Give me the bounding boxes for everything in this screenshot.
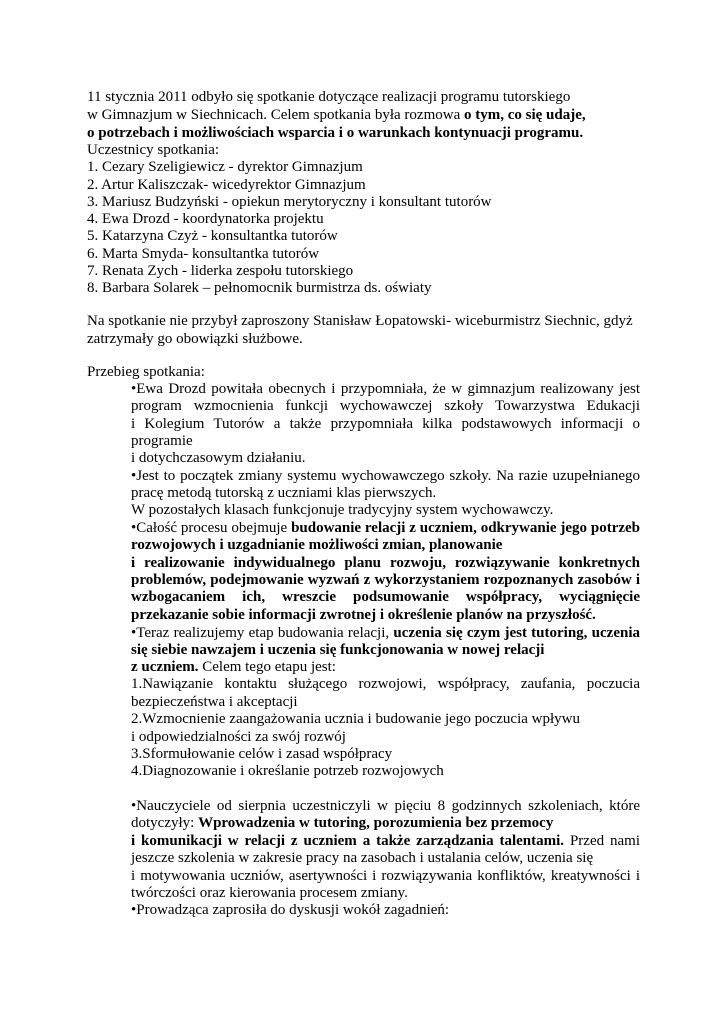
bullet-3-line: przekazanie sobie informacji zwrotnej i określenie planów na przyszłość. — [131, 607, 596, 623]
bullet-2-line: •Jest to początek zmiany systemu wychowawczego szkoły. Na razie uzupełnianego — [131, 468, 640, 484]
bullet-4-line: z uczniem. Celem tego etapu jest: — [131, 659, 336, 675]
participant-item: 6. Marta Smyda- konsultantka tutorów — [87, 246, 320, 262]
bullet-3-line: i realizowanie indywidualnego planu rozwoju, rozwiązywanie konkretnych — [131, 555, 640, 571]
bullet-1-line: program wzmocnienia funkcji wychowawczej szkoły Towarzystwa Edukacji — [131, 398, 640, 414]
bullet-5-line: twórczości oraz kierowania procesem zmiany. — [131, 885, 408, 901]
goal-item: 4.Diagnozowanie i określanie potrzeb rozwojowych — [131, 763, 444, 779]
bullet-2-line: pracę metodą tutorską z uczniami klas pierwszych. — [131, 485, 437, 501]
bullet-1-line: i Kolegium Tutorów a także przypomniała kilka podstawowych informacji o — [131, 416, 640, 432]
goal-item: 1.Nawiązanie kontaktu służącego rozwojowi, współpracy, zaufania, poczucia — [131, 676, 640, 692]
participant-item: 5. Katarzyna Czyż - konsultantka tutorów — [87, 228, 338, 244]
bullet-2-line: W pozostałych klasach funkcjonuje tradycyjny system wychowawczy. — [131, 502, 554, 518]
participant-item: 4. Ewa Drozd - koordynatorka projektu — [87, 211, 324, 227]
goal-item: 3.Sformułowanie celów i zasad współpracy — [131, 746, 393, 762]
bullet-5-line: •Nauczyciele od sierpnia uczestniczyli w pięciu 8 godzinnych szkoleniach, które — [131, 798, 640, 814]
bullet-4-line: •Teraz realizujemy etap budowania relacji, uczenia się czym jest tutoring, uczenia — [131, 625, 640, 641]
goal-item: bezpieczeństwa i akceptacji — [131, 694, 298, 710]
bullet-1-line: programie — [131, 433, 193, 449]
participant-item: 3. Mariusz Budzyński - opiekun merytoryczny i konsultant tutorów — [87, 194, 492, 210]
participant-item: 7. Renata Zych - liderka zespołu tutorskiego — [87, 263, 354, 279]
intro-line-1: 11 stycznia 2011 odbyło się spotkanie dotyczące realizacji programu tutorskiego — [87, 89, 571, 105]
bullet-3-line: wzbogacaniem ich, wreszcie podsumowanie współpracy, wyciągnięcie — [131, 589, 640, 605]
bullet-3-line: rozwojowych i uzgadnianie możliwości zmian, planowanie — [131, 537, 503, 553]
absence-line-1: Na spotkanie nie przybył zaproszony Stanisław Łopatowski- wiceburmistrz Siechnic, gdyż — [87, 313, 633, 329]
bullet-5-line: dotyczyły: Wprowadzenia w tutoring, porozumienia bez przemocy — [131, 815, 554, 831]
bullet-4-line: się siebie nawzajem i uczenia się funkcjonowania w nowej relacji — [131, 642, 545, 658]
participant-item: 8. Barbara Solarek – pełnomocnik burmistrza ds. oświaty — [87, 280, 432, 296]
bullet-1-line: •Ewa Drozd powitała obecnych i przypomniała, że w gimnazjum realizowany jest — [131, 381, 640, 397]
bullet-5-line: jeszcze szkolenia w zakresie pracy na zasobach i ustalania celów, uczenia się — [131, 850, 594, 866]
goal-item: 2.Wzmocnienie zaangażowania ucznia i budowanie jego poczucia wpływu — [131, 711, 580, 727]
intro-line-2: w Gimnazjum w Siechnicach. Celem spotkania była rozmowa o tym, co się udaje, — [87, 107, 586, 123]
bullet-5-line: i motywowania uczniów, asertywności i rozwiązywania konfliktów, kreatywności i — [131, 868, 640, 884]
course-heading: Przebieg spotkania: — [87, 364, 205, 380]
bullet-3-line: problemów, podejmowanie wyzwań z wykorzystaniem rozpoznanych zasobów i — [131, 572, 640, 588]
participant-item: 2. Artur Kaliszczak- wicedyrektor Gimnazjum — [87, 177, 366, 193]
bullet-1-line: i dotychczasowym działaniu. — [131, 450, 306, 466]
absence-line-2: zatrzymały go obowiązki służbowe. — [87, 331, 303, 347]
participant-item: 1. Cezary Szeligiewicz - dyrektor Gimnazjum — [87, 159, 363, 175]
intro-line-3: o potrzebach i możliwościach wsparcia i o warunkach kontynuacji programu. — [87, 125, 584, 141]
participants-heading: Uczestnicy spotkania: — [87, 142, 220, 158]
bullet-6-line: •Prowadząca zaprosiła do dyskusji wokół zagadnień: — [131, 902, 450, 918]
bullet-3-line: •Całość procesu obejmuje budowanie relacji z uczniem, odkrywanie jego potrzeb — [131, 520, 640, 536]
goal-item: i odpowiedzialności za swój rozwój — [131, 729, 346, 745]
bullet-5-line: i komunikacji w relacji z uczniem a także zarządzania talentami. Przed nami — [131, 833, 640, 849]
